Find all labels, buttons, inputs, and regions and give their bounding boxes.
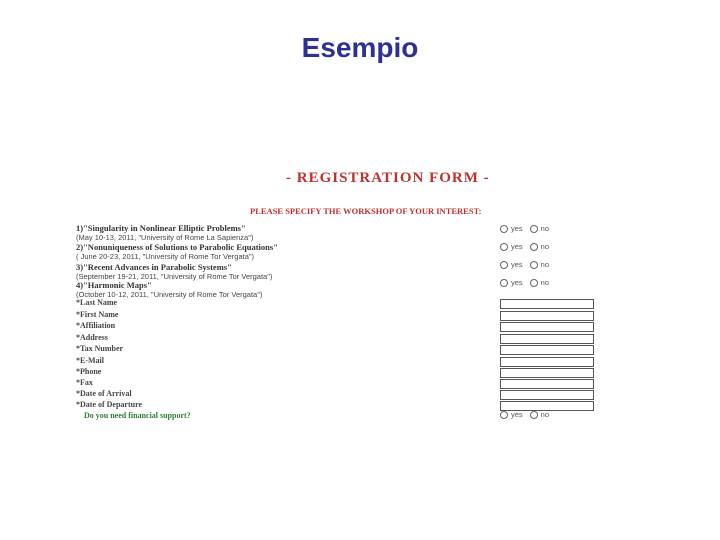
workshop-4-choice xyxy=(500,278,549,287)
radio-yes-label: yes xyxy=(511,224,523,233)
workshop-item xyxy=(76,242,496,262)
workshop-item xyxy=(76,280,496,300)
slide-title: Esempio xyxy=(301,32,419,63)
arrival-date-field[interactable] xyxy=(500,390,594,400)
radio-no-label: no xyxy=(540,224,550,233)
address-field[interactable] xyxy=(500,334,594,344)
radio-yes[interactable] xyxy=(500,243,508,251)
radio-yes[interactable] xyxy=(500,279,508,287)
financial-support-choice xyxy=(500,410,549,419)
tax-number-label: *Tax Number xyxy=(76,344,124,353)
radio-no[interactable] xyxy=(530,225,538,233)
radio-yes[interactable] xyxy=(500,261,508,269)
tax-number-field[interactable] xyxy=(500,345,594,355)
workshop-detail: ( June 20-23, 2011, "University of Rome Tor Vergata") xyxy=(76,252,255,261)
radio-no[interactable] xyxy=(530,279,538,287)
registration-form xyxy=(74,168,604,428)
affiliation-field[interactable] xyxy=(500,322,594,332)
radio-no-label: no xyxy=(540,410,550,419)
workshop-detail: (September 19-21, 2011, "University of Rome Tor Vergata") xyxy=(76,272,273,281)
last-name-field[interactable] xyxy=(500,299,594,309)
fax-field[interactable] xyxy=(500,379,594,389)
radio-no[interactable] xyxy=(530,243,538,251)
phone-label: *Phone xyxy=(76,367,102,376)
radio-yes-label: yes xyxy=(511,242,523,251)
radio-yes[interactable] xyxy=(500,411,508,419)
workshop-detail: (October 10-12, 2011, "University of Rome Tor Vergata") xyxy=(76,290,263,299)
workshop-item xyxy=(76,223,496,243)
workshop-1-choice xyxy=(500,224,549,233)
fax-label: *Fax xyxy=(76,378,93,387)
radio-no[interactable] xyxy=(530,261,538,269)
workshop-title: 4)"Harmonic Maps" xyxy=(76,280,152,290)
email-field[interactable] xyxy=(500,357,594,367)
form-subtitle: PLEASE SPECIFY THE WORKSHOP OF YOUR INTEREST: xyxy=(250,206,482,216)
email-label: *E-Mail xyxy=(76,356,104,365)
workshop-detail: (May 10-13, 2011, "University of Rome La Sapienza") xyxy=(76,233,254,242)
last-name-label: *Last Name xyxy=(76,298,118,307)
radio-yes-label: yes xyxy=(511,410,523,419)
radio-no-label: no xyxy=(540,278,550,287)
radio-yes-label: yes xyxy=(511,260,523,269)
radio-no-label: no xyxy=(540,242,550,251)
workshop-item xyxy=(76,262,496,282)
financial-support-label: Do you need financial support? xyxy=(84,411,191,420)
radio-no[interactable] xyxy=(530,411,538,419)
workshop-title: 1)"Singularity in Nonlinear Elliptic Problems" xyxy=(76,223,246,233)
form-title: - REGISTRATION FORM - xyxy=(286,170,490,186)
radio-yes-label: yes xyxy=(511,278,523,287)
radio-no-label: no xyxy=(540,260,550,269)
first-name-label: *First Name xyxy=(76,310,119,319)
workshop-2-choice xyxy=(500,242,549,251)
affiliation-label: *Affiliation xyxy=(76,321,116,330)
first-name-field[interactable] xyxy=(500,311,594,321)
workshop-title: 2)"Nonuniqueness of Solutions to Parabolic Equations" xyxy=(76,242,278,252)
phone-field[interactable] xyxy=(500,368,594,378)
departure-date-label: *Date of Departure xyxy=(76,400,143,409)
arrival-date-label: *Date of Arrival xyxy=(76,389,132,398)
workshop-title: 3)"Recent Advances in Parabolic Systems" xyxy=(76,262,232,272)
workshop-3-choice xyxy=(500,260,549,269)
address-label: *Address xyxy=(76,333,108,342)
radio-yes[interactable] xyxy=(500,225,508,233)
